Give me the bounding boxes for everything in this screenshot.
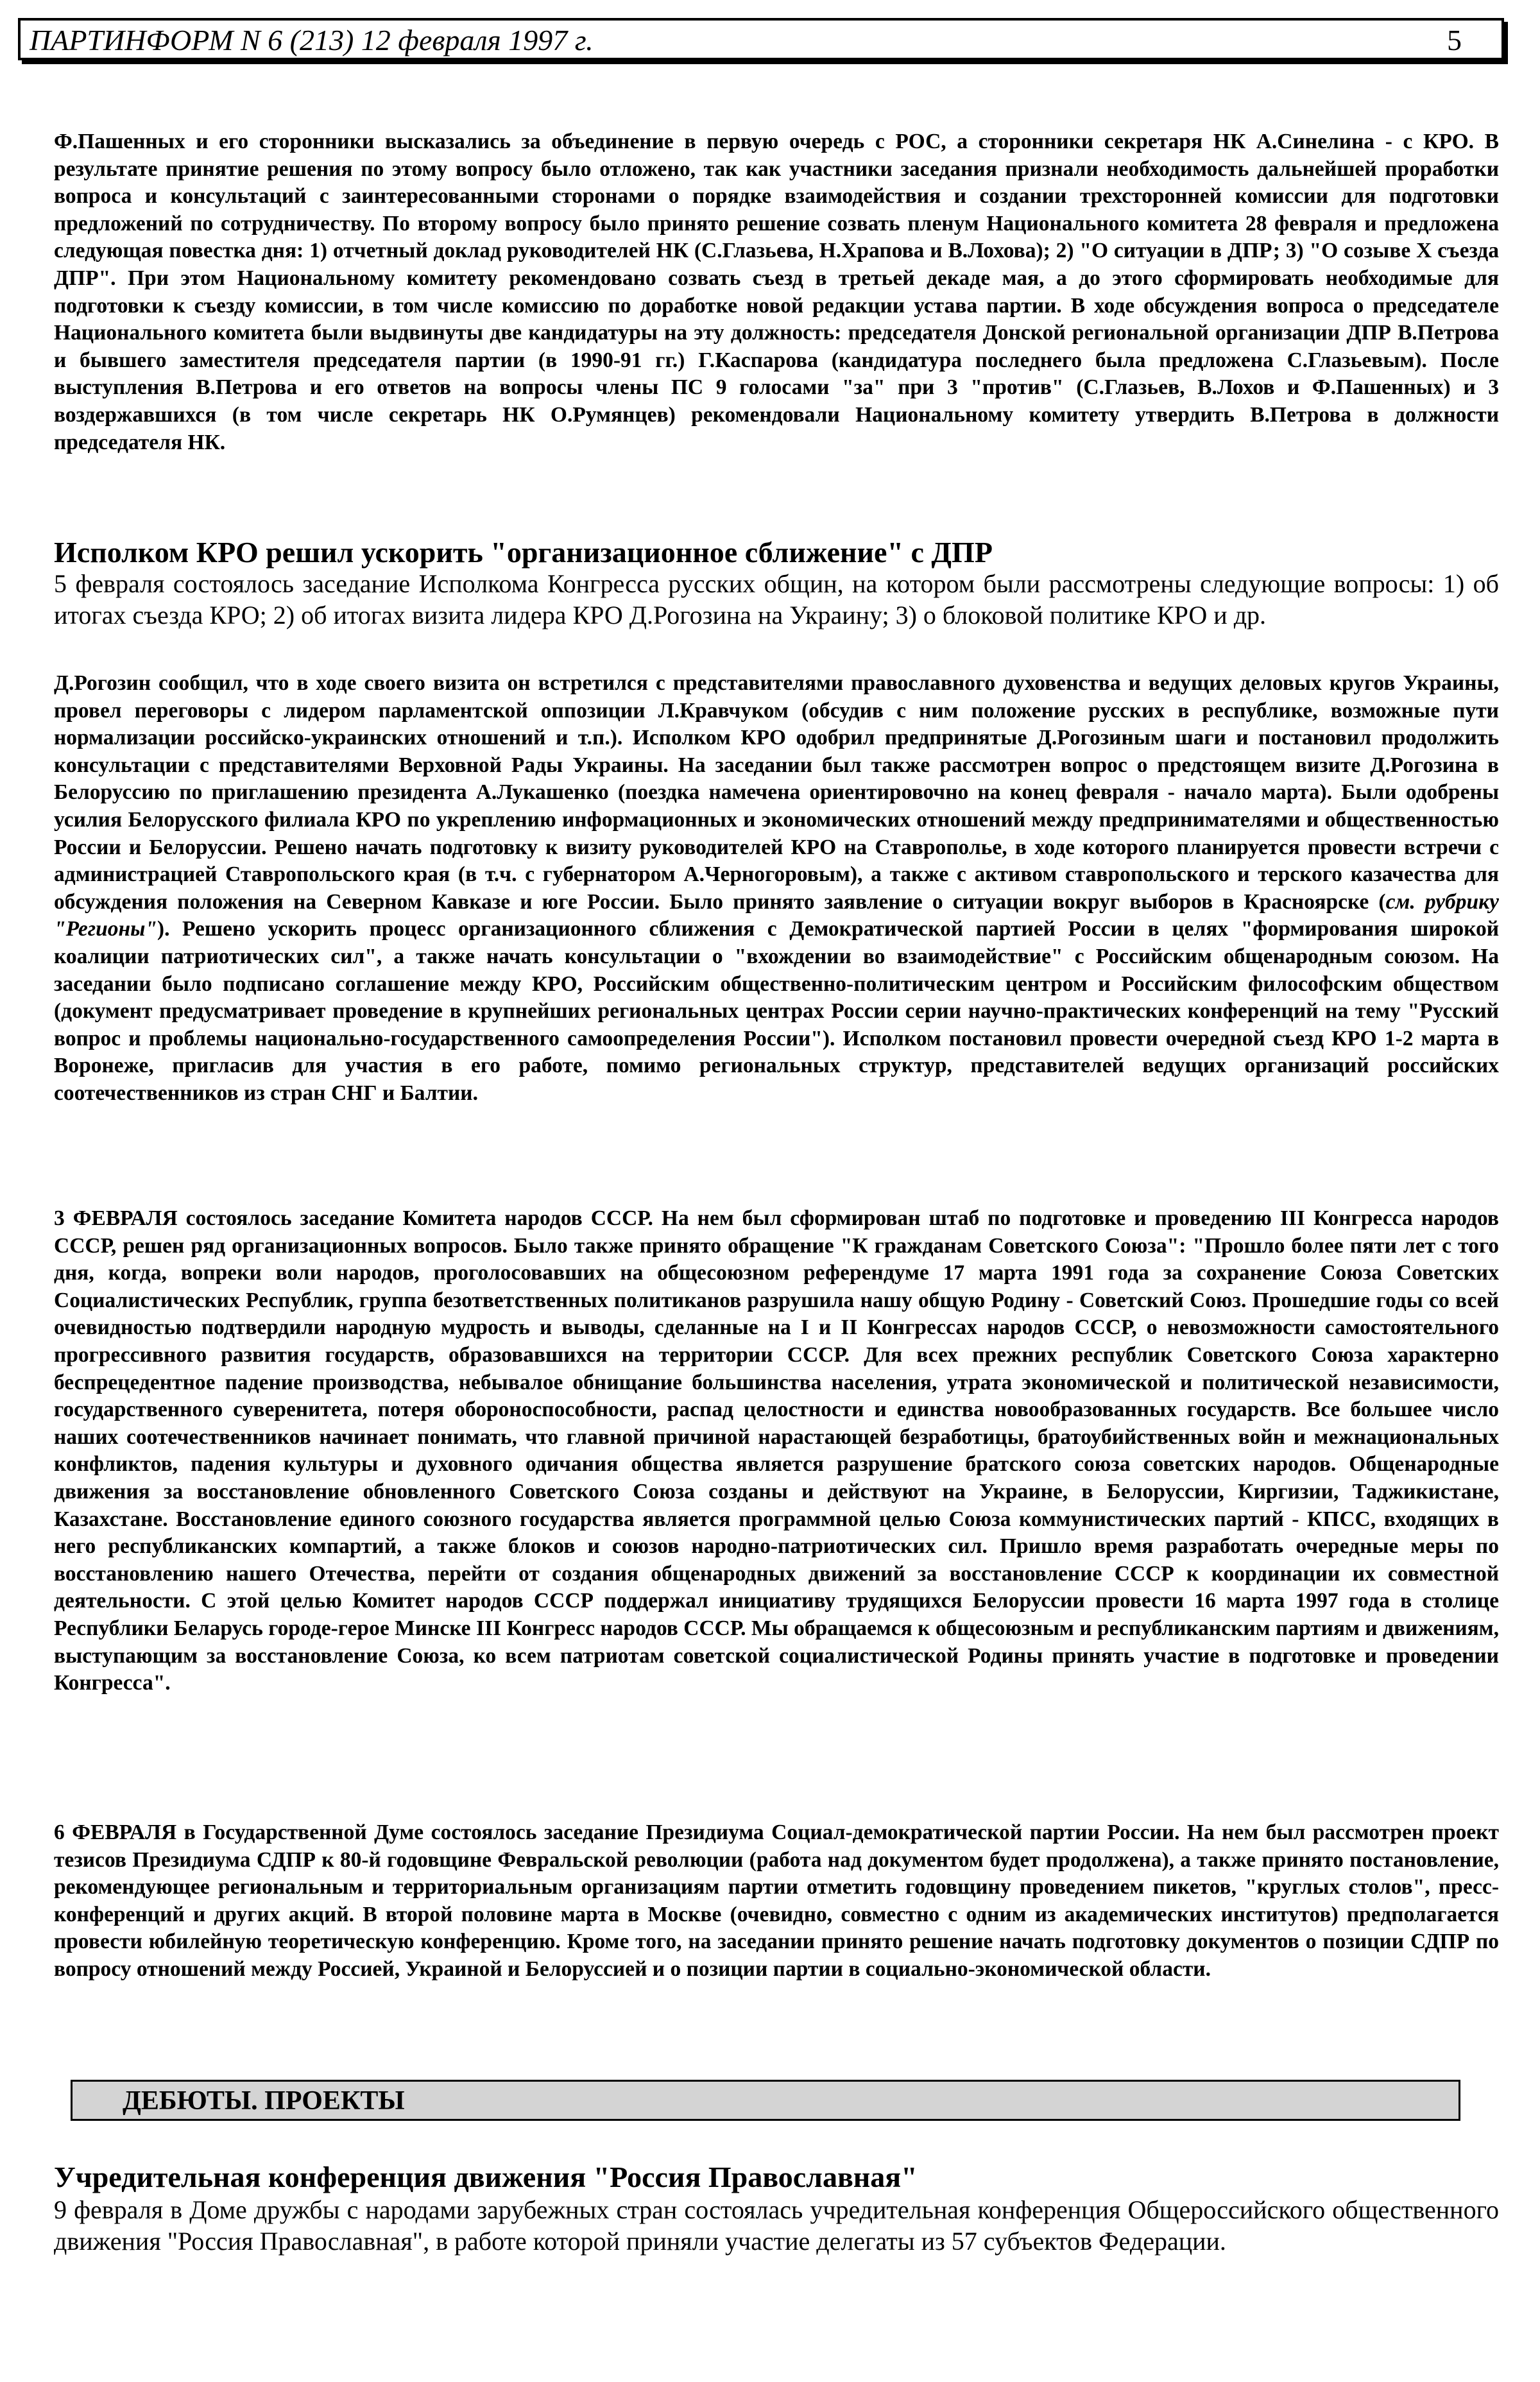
- paragraph-dpr-continuation: Ф.Пашенных и его сторонники высказались за объединение в первую очередь с РОС, а сторонники секретаря НК А.Синелина - с КРО. В результате принятие решения по этому вопросу было отложено, так как участники заседания признали необходимость дальнейшей проработки вопроса и консультаций с заинтересованными сторонами о порядке взаимодействия и создании трехсторонней комиссии для подготовки предложений по сотрудничеству. По второму вопросу было принято решение созвать пленум Национального комитета 28 февраля и предложена следующая повестка дня: 1) отчетный доклад руководителей НК (С.Глазьева, Н.Храпова и В.Лохова); 2) "О ситуации в ДПР; 3) "О созыве X съезда ДПР". При этом Национальному комитету рекомендовано созвать съезд в третьей декаде мая, а до этого сформировать необходимые для подготовки к съезду комиссии, в том числе комиссию по доработке новой редакции устава партии. В ходе обсуждения вопроса о председателе Национального комитета были выдвинуты две кандидатуры на эту должность: председателя Донской региональной организации ДПР В.Петрова и бывшего заместителя председателя партии (в 1990-91 гг.) Г.Каспарова (кандидатура последнего была предложена С.Глазьевым). После выступления В.Петрова и его ответов на вопросы члены ПС 9 голосами "за" при 3 "против" (С.Глазьев, В.Лохов и Ф.Пашенных) и 3 воздержавшихся (в том числе секретарь НК О.Румянцев) рекомендовали Национальному комитету утвердить В.Петрова в должности председателя НК.: [54, 130, 1499, 454]
- page-number: 5: [1447, 24, 1462, 56]
- section-title: ДЕБЮТЫ. ПРОЕКТЫ: [123, 2086, 405, 2116]
- publication-title: ПАРТИНФОРМ N 6 (213) 12 февраля 1997 г.: [30, 24, 594, 56]
- paragraph-committee-ussr: 3 ФЕВРАЛЯ состоялось заседание Комитета народов СССР. На нем был сформирован штаб по подготовке и проведению III Конгресса народов СССР, решен ряд организационных вопросов. Было также принято обращение "К гражданам Советского Союза": "Прошло более пяти лет с того дня, когда, вопреки воли народов, проголосовавших на общесоюзном референдуме 17 марта 1991 года за сохранение Союза Советских Социалистических Республик, группа безответственных политиканов разрушила нашу общую Родину - Советский Союз. Прошедшие годы со всей очевидностью подтвердили народную мудрость и выводы, сделанные на I и II Конгрессах народов СССР, о невозможности самостоятельного прогрессивного развития государств, образовавшихся на территории СССР. Для всех прежних республик Советского Союза характерно беспрецедентное падение производства, небывалое обнищание большинства населения, утрата экономической и политической независимости, государственного суверенитета, потеря обороноспособности, распад целостности и единства новообразованных государств. Все большее число наших соотечественников начинает понимать, что главной причиной нарастающей безработицы, братоубийственных войн и межнациональных конфликтов, падения культуры и духовного одичания общества является разрушение братского союза советских народов. Общенародные движения за восстановление обновленного Советского Союза созданы и действуют на Украине, в Белоруссии, Киргизии, Таджикистане, Казахстане. Восстановление единого союзного государства является программной целью Союза коммунистических партий - КПСС, входящих в него республиканских компартий, а также блоков и союзов народно-патриотических сил. Пришло время разработать очередные меры по восстановлению нашего Отечества, перейти от создания общенародных движений за восстановление СССР к координации их совместной деятельности. С этой целью Комитет народов СССР поддержал инициативу трудящихся Белоруссии провести 16 марта 1997 года в столице Республики Беларусь городе-герое Минске III Конгресс народов СССР. Мы обращаемся к общесоюзным и республиканским партиям и движениям, выступающим за восстановление Союза, ко всем патриотам советской социалистической Родины принять участие в подготовке и проведении Конгресса".: [54, 1206, 1499, 1695]
- kro-details-part-1: Д.Рогозин сообщил, что в ходе своего визита он встретился с представителями православного духовенства и ведущих деловых кругов Украины, провел переговоры с лидером парламентской оппозиции Л.Кравчуком (обсудив с ним положение русских в республике, возможные пути нормализации российско-украинских отношений и т.п.). Исполком КРО одобрил предпринятые Д.Рогозиным шаги и постановил продолжить консультации с представителями Верховной Рады Украины. На заседании был также рассмотрен вопрос о предстоящем визите Д.Рогозина в Белоруссию по приглашению президента А.Лукашенко (поездка намечена ориентировочно на конец февраля - начало марта). Были одобрены усилия Белорусского филиала КРО по укреплению информационных и экономических отношений между предпринимателями и общественностью России и Белоруссии. Решено начать подготовку к визиту руководителей КРО на Ставрополье, в ходе которого планируется провести встречи с администрацией Ставропольского края (в т.ч. с губернатором А.Черногоровым), а также с активом ставропольского и терского казачества для обсуждения положения на Северном Кавказе и юге России. Было принято заявление о ситуации вокруг выборов в Красноярске (: [54, 671, 1499, 914]
- paragraph-sdpr: 6 ФЕВРАЛЯ в Государственной Думе состоялось заседание Президиума Социал-демократической партии России. На нем был рассмотрен проект тезисов Президиума СДПР к 80-й годовщине Февральской революции (работа над документом будет продолжена), а также принято постановление, рекомендующее региональным и территориальным организациям партии отметить годовщину проведением пикетов, "круглых столов", пресс-конференций и других акций. В второй половине марта в Москве (очевидно, совместно с одним из академических институтов) предполагается провести юбилейную теоретическую конференцию. Кроме того, на заседании принято решение начать подготовку документов о позиции СДПР по вопросу отношений между Россией, Украиной и Белоруссией и о позиции партии в социально-экономической области.: [54, 1821, 1499, 1981]
- article-heading-orthodox-russia: Учредительная конференция движения "Россия Православная": [54, 2161, 918, 2193]
- page-header: [18, 18, 1504, 60]
- section-banner: [71, 2080, 1460, 2121]
- paragraph-orthodox-russia: 9 февраля в Доме дружбы с народами зарубежных стран состоялась учредительная конференция Общероссийского общественного движения "Россия Православная", в работе которой приняли участие делегаты из 57 субъектов Федерации.: [54, 2195, 1499, 2256]
- paragraph-kro-intro: 5 февраля состоялось заседание Исполкома Конгресса русских общин, на котором были рассмотрены следующие вопросы: 1) об итогах съезда КРО; 2) об итогах визита лидера КРО Д.Рогозина на Украину; 3) о блоковой политике КРО и др.: [54, 569, 1499, 630]
- paragraph-kro-details: [54, 670, 1499, 1108]
- article-heading-kro: Исполком КРО решил ускорить "организационное сближение" с ДПР: [54, 536, 993, 569]
- kro-details-part-2: ). Решено ускорить процесс организационного сближения с Демократической партией России в целях "формирования широкой коалиции патриотических сил", а также начать консультации о "вхождении во взаимодействие" с Российским общенародным союзом. На заседании было подписано соглашение между КРО, Российским общественно-политическим центром и Российским философским обществом (документ предусматривает проведение в крупнейших региональных центрах России серии научно-практических конференций на тему "Русский вопрос и проблемы национально-государственного самоопределения России"). Исполком постановил провести очередной съезд КРО 1-2 марта в Воронеже, пригласив для участия в его работе, помимо региональных структур, представителей ведущих организаций российских соотечественников из стран СНГ и Балтии.: [54, 917, 1499, 1105]
- regions-rubric-reference: см. рубрику "Регионы": [54, 889, 1499, 941]
